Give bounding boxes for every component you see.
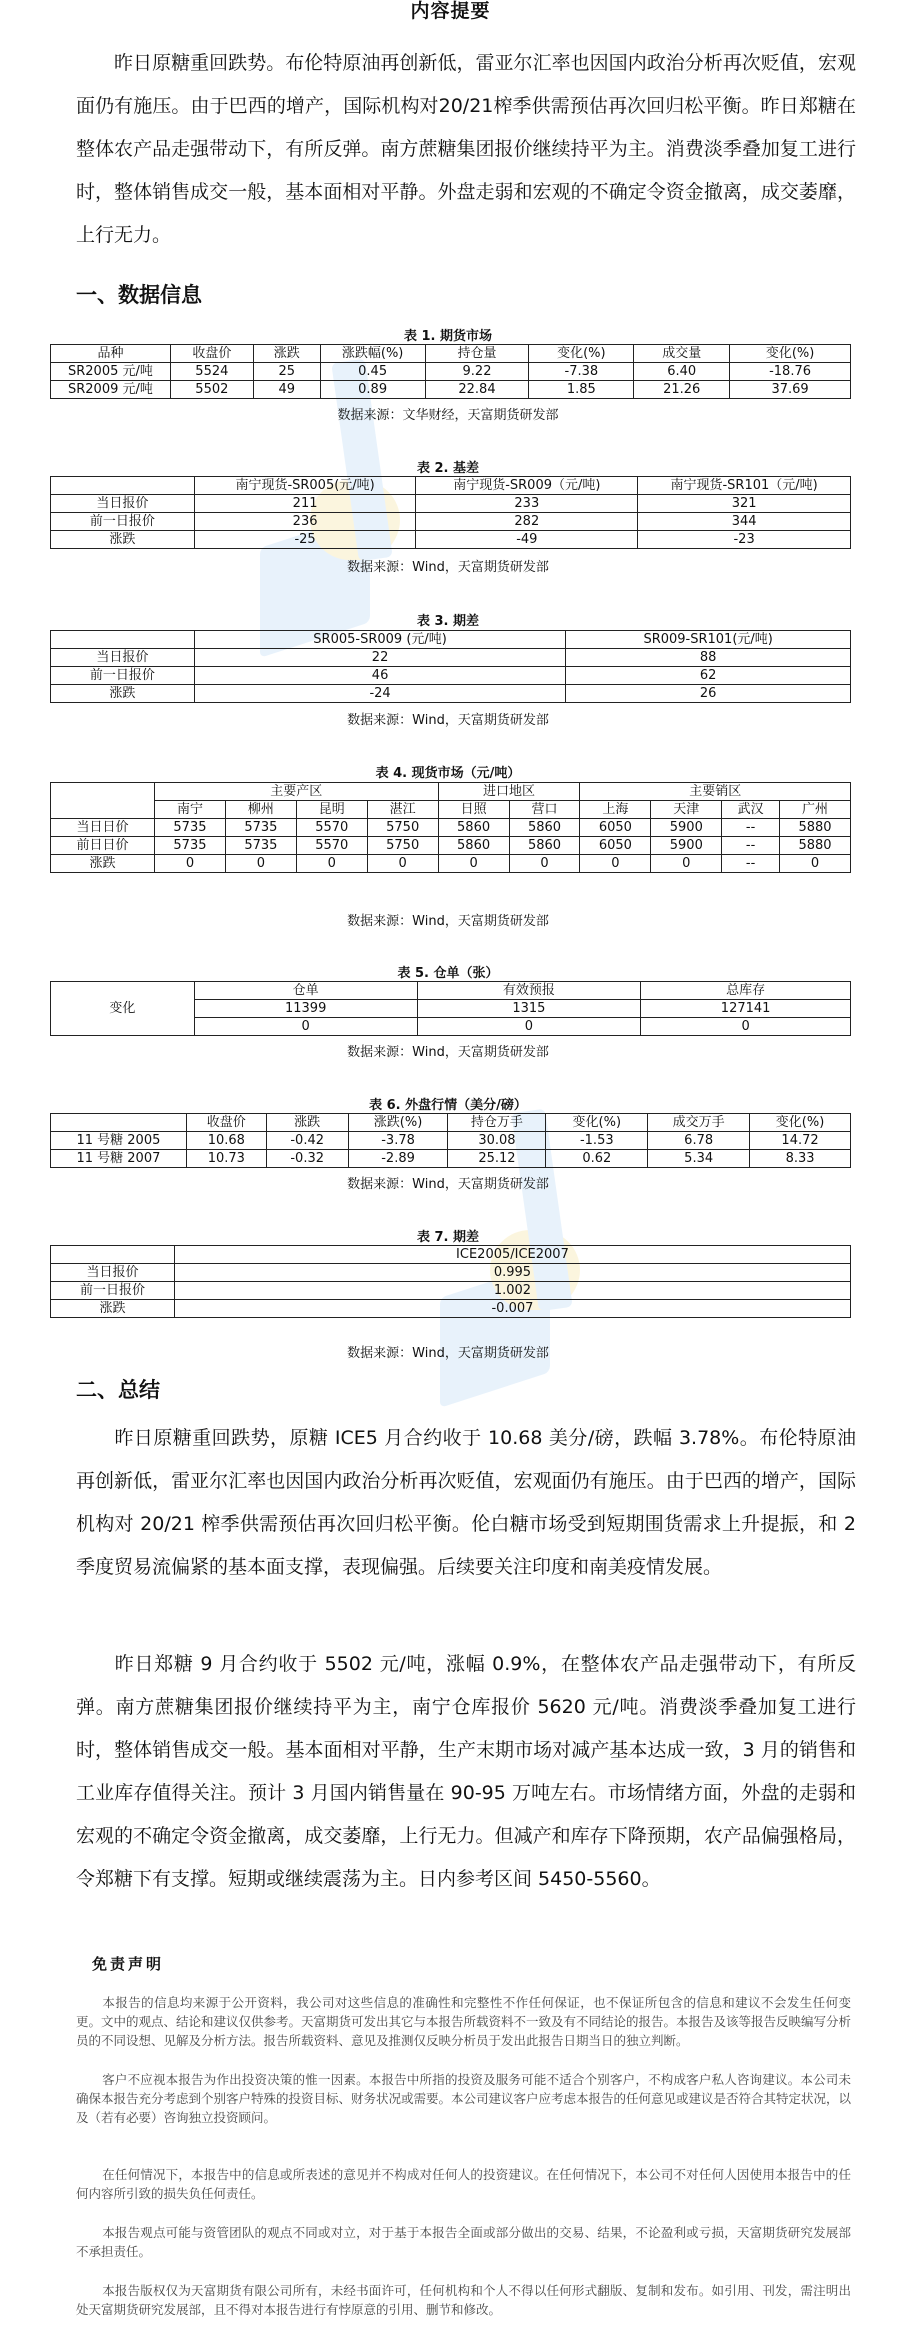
- table-cell: --: [722, 855, 780, 873]
- table-cell: 5880: [779, 837, 850, 855]
- table-header-cell: 天津: [651, 801, 722, 819]
- table-cell: 前一日报价: [51, 667, 195, 685]
- table-cell: 当日报价: [51, 649, 195, 667]
- table-cell: 11399: [194, 1000, 417, 1018]
- table-header-cell: 营口: [509, 801, 580, 819]
- table-header-cell: [51, 631, 195, 649]
- table-cell: 5.34: [648, 1150, 750, 1168]
- table-cell: 0: [779, 855, 850, 873]
- table-header-cell: [51, 477, 195, 495]
- table-cell: 0: [155, 855, 226, 873]
- table-cell: -18.76: [730, 363, 851, 381]
- table-header-cell: 涨跌: [253, 345, 320, 363]
- table-cell: 当日报价: [51, 1264, 175, 1282]
- table-cell: 0: [417, 1018, 641, 1036]
- table-cell: 5570: [296, 837, 367, 855]
- table-cell: 0: [509, 855, 580, 873]
- table-cell: -0.32: [266, 1150, 348, 1168]
- table-row: [51, 649, 851, 667]
- table-cell: 344: [638, 513, 851, 531]
- table-cell: -0.007: [174, 1300, 850, 1318]
- table-row: [51, 1300, 851, 1318]
- table-cell: -23: [638, 531, 851, 549]
- disclaimer-paragraph: [76, 1993, 851, 2050]
- table-group-cell: 主要产区: [155, 783, 439, 801]
- table1-source: 数据来源：文华财经，天富期货研发部: [337, 408, 559, 423]
- table-header-cell: 持仓万手: [448, 1114, 546, 1132]
- table-cell: 5900: [651, 819, 722, 837]
- table-header-cell: 仓单: [194, 982, 417, 1000]
- table-header-cell: 昆明: [296, 801, 367, 819]
- table-cell: 321: [638, 495, 851, 513]
- table-cell: 49: [253, 381, 320, 399]
- table2-caption: 表 2. 基差: [416, 461, 480, 476]
- table-row: [51, 667, 851, 685]
- section-heading-summary: 二、总结: [76, 1378, 160, 1402]
- table-row: [51, 1282, 851, 1300]
- table-header-cell: 日照: [438, 801, 509, 819]
- table-header-cell: SR009-SR101(元/吨): [566, 631, 851, 649]
- table-row: [51, 855, 851, 873]
- table-row: [51, 1150, 851, 1168]
- table-row: [51, 1264, 851, 1282]
- table-cell: 前日日价: [51, 837, 155, 855]
- table-cell: 30.08: [448, 1132, 546, 1150]
- table1-caption: 表 1. 期货市场: [403, 329, 493, 344]
- table-header-cell: 上海: [580, 801, 651, 819]
- table-cell: 0: [438, 855, 509, 873]
- table-header-row: [51, 1246, 851, 1264]
- section-heading-data: 一、数据信息: [76, 283, 202, 307]
- table3-caption: 表 3. 期差: [416, 614, 480, 629]
- table-cell: 0: [641, 1018, 851, 1036]
- table-header-cell: 柳州: [225, 801, 296, 819]
- table-cell: 282: [416, 513, 638, 531]
- table7-source: 数据来源：Wind，天富期货研发部: [347, 1346, 549, 1361]
- table-header-cell: 收盘价: [170, 345, 253, 363]
- table-cell: 14.72: [750, 1132, 851, 1150]
- table-cell: 127141: [641, 1000, 851, 1018]
- table-row-label: 变化: [51, 982, 195, 1036]
- table-cell: 0.995: [174, 1264, 850, 1282]
- disclaimer-text: 本报告观点可能与资管团队的观点不同或对立，对于基于本报告全面或部分做出的交易、结果，不论盈利或亏损，天富期货研究发展部不承担责任。: [76, 2225, 851, 2259]
- disclaimer-paragraph: [76, 2281, 851, 2319]
- page-title: 内容提要: [410, 0, 491, 22]
- table-cell: SR2009 元/吨: [51, 381, 171, 399]
- summary-text: 昨日原糖重回跌势。布伦特原油再创新低，雷亚尔汇率也因国内政治分析再次贬值，宏观面仍有施压。由于巴西的增产，国际机构对20/21榨季供需预估再次回归松平衡。昨日郑糖在整体农产品走强带动下，有所反弹。南方蔗糖集团报价继续持平为主。消费淡季叠加复工进行时，整体销售成交一般，基本面相对平静。外盘走弱和宏观的不确定令资金撤离，成交萎靡，上行无力。: [76, 52, 856, 246]
- table5-source: 数据来源：Wind，天富期货研发部: [347, 1045, 549, 1060]
- table-cell: 前一日报价: [51, 1282, 175, 1300]
- table-cell: -2.89: [348, 1150, 448, 1168]
- foreign-market-table: [50, 1113, 851, 1168]
- table-header-row: [51, 1114, 851, 1132]
- table-cell: 5860: [509, 819, 580, 837]
- table-cell: 5860: [509, 837, 580, 855]
- spread-table: [50, 630, 851, 703]
- table-cell: 236: [194, 513, 416, 531]
- table-header-row: [51, 631, 851, 649]
- table6-source: 数据来源：Wind，天富期货研发部: [347, 1177, 549, 1192]
- table-cell: 10.68: [186, 1132, 266, 1150]
- table-cell: 当日日价: [51, 819, 155, 837]
- table-header-row: [51, 801, 851, 819]
- table-header-cell: 品种: [51, 345, 171, 363]
- table-header-cell: 成交量: [634, 345, 730, 363]
- table-header-row: [51, 477, 851, 495]
- table-row: [51, 363, 851, 381]
- table-header-cell: 广州: [779, 801, 850, 819]
- table-cell: 前一日报价: [51, 513, 195, 531]
- table-cell: 211: [194, 495, 416, 513]
- table-cell: 5735: [225, 819, 296, 837]
- table-header-cell: 总库存: [641, 982, 851, 1000]
- table-cell: 22.84: [425, 381, 529, 399]
- table-cell: 5735: [155, 819, 226, 837]
- table-header-cell: 变化(%): [529, 345, 634, 363]
- table-cell: 1.85: [529, 381, 634, 399]
- disclaimer-paragraph: [76, 2165, 851, 2203]
- table-header-cell: 涨跌(%): [348, 1114, 448, 1132]
- table-cell: 6050: [580, 819, 651, 837]
- table-header-cell: 涨跌幅(%): [320, 345, 425, 363]
- table-header-cell: 收盘价: [186, 1114, 266, 1132]
- disclaimer-heading: 免责声明: [92, 1955, 165, 1973]
- table-cell: 0: [194, 1018, 417, 1036]
- table7-caption: 表 7. 期差: [416, 1230, 480, 1245]
- table-cell: -1.53: [546, 1132, 648, 1150]
- table-cell: 当日报价: [51, 495, 195, 513]
- table-cell: 5880: [779, 819, 850, 837]
- table-cell: --: [722, 837, 780, 855]
- ice-spread-table: [50, 1245, 851, 1318]
- summary-paragraph: [76, 42, 856, 257]
- table-cell: 0: [651, 855, 722, 873]
- table-cell: 0.62: [546, 1150, 648, 1168]
- table-cell: 11 号糖 2005: [51, 1132, 187, 1150]
- table-cell: 0: [367, 855, 438, 873]
- table-cell: 88: [566, 649, 851, 667]
- table-cell: --: [722, 819, 780, 837]
- table-header-cell: 南宁现货-SR005(元/吨): [194, 477, 416, 495]
- table-cell: 5900: [651, 837, 722, 855]
- disclaimer-text: 本报告版权仅为天富期货有限公司所有，未经书面许可，任何机构和个人不得以任何形式翻版、复制和发布。如引用、刊发，需注明出处天富期货研究发展部，且不得对本报告进行有悖原意的引用、删节和修改。: [76, 2283, 851, 2317]
- table-group-row: [51, 783, 851, 801]
- spot-market-table: [50, 782, 851, 873]
- basis-table: [50, 476, 851, 549]
- warehouse-receipt-table: [50, 981, 851, 1036]
- table-cell: 5524: [170, 363, 253, 381]
- table-row: [51, 495, 851, 513]
- table-cell: 6050: [580, 837, 651, 855]
- table-cell: 25: [253, 363, 320, 381]
- table-group-cell: 主要销区: [580, 783, 851, 801]
- disclaimer-paragraph: [76, 2070, 851, 2127]
- table-cell: 1.002: [174, 1282, 850, 1300]
- table-cell: 5860: [438, 819, 509, 837]
- table-cell: 1315: [417, 1000, 641, 1018]
- table-row: [51, 531, 851, 549]
- table-cell: 6.78: [648, 1132, 750, 1150]
- table-cell: 5750: [367, 819, 438, 837]
- table-cell: 25.12: [448, 1150, 546, 1168]
- disclaimer-text: 客户不应视本报告为作出投资决策的惟一因素。本报告中所指的投资及服务可能不适合个别客户，不构成客户私人咨询建议。本公司未确保本报告充分考虑到个别客户特殊的投资目标、财务状况或需要。本公司建议客户应考虑本报告的任何意见或建议是否符合其特定状况，以及（若有必要）咨询独立投资顾问。: [76, 2072, 852, 2125]
- table-cell: 涨跌: [51, 685, 195, 703]
- table-header-cell: 涨跌: [266, 1114, 348, 1132]
- table-cell: SR2005 元/吨: [51, 363, 171, 381]
- table-cell: 26: [566, 685, 851, 703]
- table-cell: 21.26: [634, 381, 730, 399]
- table-cell: 5860: [438, 837, 509, 855]
- futures-market-table: [50, 344, 851, 399]
- table-cell: 9.22: [425, 363, 529, 381]
- table-cell: 6.40: [634, 363, 730, 381]
- disclaimer-paragraph: [76, 2223, 851, 2261]
- table-cell: 8.33: [750, 1150, 851, 1168]
- table-cell: 0: [580, 855, 651, 873]
- table-header-cell: [51, 1246, 175, 1264]
- conclusion-text: 昨日郑糖 9 月合约收于 5502 元/吨，涨幅 0.9%，在整体农产品走强带动下，有所反弹。南方蔗糖集团报价继续持平为主，南宁仓库报价 5620 元/吨。消费淡季叠加复工进行时，整体销售成交一般。基本面相对平静，生产末期市场对减产基本达成一致，3 月的销售和工业库存值得关注。预计 3 月国内销售量在 90-95 万吨左右。市场情绪方面，外盘的走弱和宏观的不确定令资金撤离，成交萎靡，上行无力。但减产和库存下降预期，农产品偏强格局，令郑糖下有支撑。短期或继续震荡为主。日内参考区间 5450-5560。: [76, 1653, 856, 1890]
- table-cell: 涨跌: [51, 1300, 175, 1318]
- table3-source: 数据来源：Wind，天富期货研发部: [347, 713, 549, 728]
- table2-source: 数据来源：Wind，天富期货研发部: [347, 560, 549, 575]
- table-header-cell: 武汉: [722, 801, 780, 819]
- table-header-row: [51, 345, 851, 363]
- table-cell: 0: [296, 855, 367, 873]
- table-header-cell: 变化(%): [730, 345, 851, 363]
- table-cell: 涨跌: [51, 531, 195, 549]
- table-cell: 5502: [170, 381, 253, 399]
- table-header-cell: 南宁现货-SR009（元/吨): [416, 477, 638, 495]
- table-cell: 233: [416, 495, 638, 513]
- table-header-cell: 变化(%): [546, 1114, 648, 1132]
- table-row: [51, 513, 851, 531]
- disclaimer-text: 本报告的信息均来源于公开资料，我公司对这些信息的准确性和完整性不作任何保证，也不保证所包含的信息和建议不会发生任何变更。文中的观点、结论和建议仅供参考。天富期货可发出其它与本报告所载资料不一致及有不同结论的报告。本报告及该等报告反映编写分析员的不同设想、见解及分析方法。报告所载资料、意见及推测仅反映分析员于发出此报告日期当日的独立判断。: [76, 1995, 852, 2048]
- table-cell: -0.42: [266, 1132, 348, 1150]
- table-cell: -3.78: [348, 1132, 448, 1150]
- table-header-cell: [51, 1114, 187, 1132]
- table-header-cell: 持仓量: [425, 345, 529, 363]
- table-row: [51, 837, 851, 855]
- table-cell: 5750: [367, 837, 438, 855]
- table4-caption: 表 4. 现货市场（元/吨）: [375, 766, 521, 781]
- table-cell: -25: [194, 531, 416, 549]
- table4-source: 数据来源：Wind，天富期货研发部: [347, 914, 549, 929]
- table-header-cell: 变化(%): [750, 1114, 851, 1132]
- conclusion-paragraph: [76, 1643, 856, 1901]
- table6-caption: 表 6. 外盘行情（美分/磅）: [369, 1098, 527, 1113]
- table-header-cell: 湛江: [367, 801, 438, 819]
- table-cell: 46: [194, 667, 565, 685]
- table-cell: 0.89: [320, 381, 425, 399]
- table-header-cell: ICE2005/ICE2007: [174, 1246, 850, 1264]
- table-header-cell: SR005-SR009 (元/吨): [194, 631, 565, 649]
- table-row: [51, 1132, 851, 1150]
- table-row: [51, 381, 851, 399]
- table-row: [51, 819, 851, 837]
- table-cell: -24: [194, 685, 565, 703]
- table-cell: -49: [416, 531, 638, 549]
- table-cell: 11 号糖 2007: [51, 1150, 187, 1168]
- table-cell: 5570: [296, 819, 367, 837]
- table-cell: 37.69: [730, 381, 851, 399]
- table-cell: 0: [225, 855, 296, 873]
- table-cell: -7.38: [529, 363, 634, 381]
- table5-caption: 表 5. 仓单（张）: [397, 966, 499, 981]
- table-cell: 22: [194, 649, 565, 667]
- table-cell: 10.73: [186, 1150, 266, 1168]
- table-group-cell: 进口地区: [438, 783, 580, 801]
- disclaimer-text: 在任何情况下，本报告中的信息或所表述的意见并不构成对任何人的投资建议。在任何情况下，本公司不对任何人因使用本报告中的任何内容所引致的损失负任何责任。: [76, 2167, 851, 2201]
- table-cell: 5735: [155, 837, 226, 855]
- table-header-cell: 有效预报: [417, 982, 641, 1000]
- table-header-cell: 南宁: [155, 801, 226, 819]
- table-header-cell: [51, 783, 155, 819]
- table-header-cell: 成交万手: [648, 1114, 750, 1132]
- table-cell: 62: [566, 667, 851, 685]
- table-header-row: [51, 982, 851, 1000]
- conclusion-paragraph: [76, 1417, 856, 1589]
- table-header-cell: 南宁现货-SR101（元/吨): [638, 477, 851, 495]
- table-row: [51, 685, 851, 703]
- table-cell: 0.45: [320, 363, 425, 381]
- table-cell: 5735: [225, 837, 296, 855]
- table-cell: 涨跌: [51, 855, 155, 873]
- conclusion-text: 昨日原糖重回跌势，原糖 ICE5 月合约收于 10.68 美分/磅，跌幅 3.78%。布伦特原油再创新低，雷亚尔汇率也因国内政治分析再次贬值，宏观面仍有施压。由于巴西的增产，国际机构对 20/21 榨季供需预估再次回归松平衡。伦白糖市场受到短期围货需求上升提振，和 2 季度贸易流偏紧的基本面支撑，表现偏强。后续要关注印度和南美疫情发展。: [76, 1427, 856, 1578]
